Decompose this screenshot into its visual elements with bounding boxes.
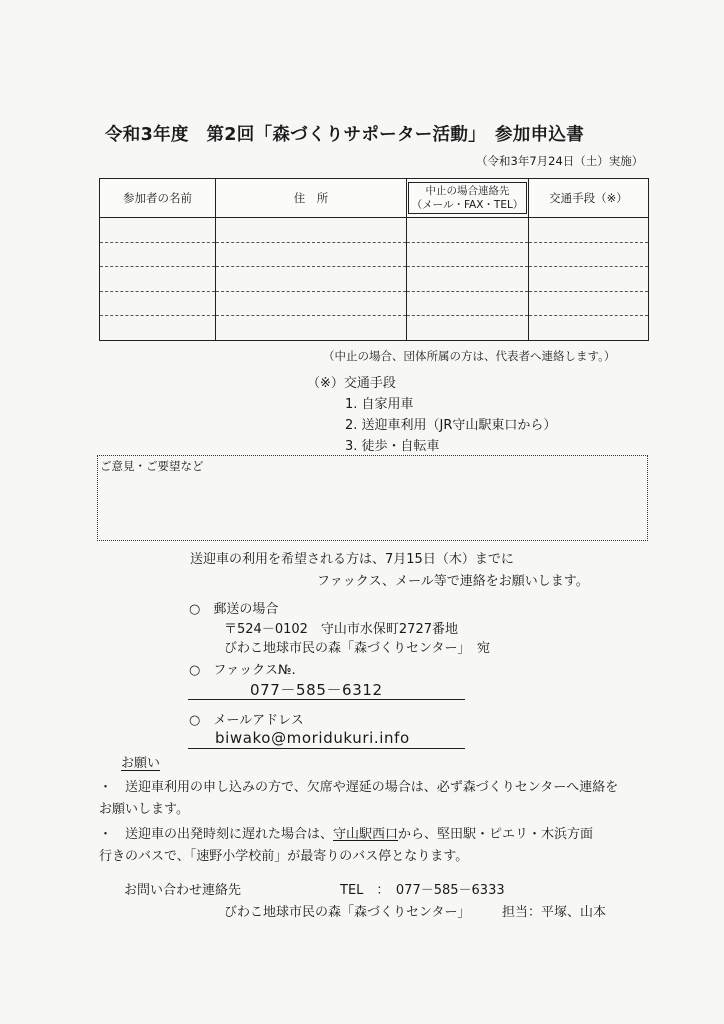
- contact-header-sub: （メール・FAX・TEL）: [411, 199, 524, 211]
- contact-cell[interactable]: [407, 291, 529, 316]
- comments-box[interactable]: [97, 455, 648, 541]
- table-row: [100, 316, 649, 341]
- request-item-2-pre: ・ 送迎車の出発時刻に遅れた場合は、: [99, 827, 334, 842]
- request-item-1-cont: お願いします。: [99, 802, 189, 817]
- inquiry-org: びわこ地球市民の森「森づくりセンター」: [224, 905, 471, 920]
- address-cell[interactable]: [216, 218, 407, 243]
- shuttle-notice-line2: ファックス、メール等で連絡をお願いします。: [317, 574, 589, 589]
- transport-option-1: 1. 自家用車: [345, 397, 414, 412]
- table-row: [100, 291, 649, 316]
- request-item-2-cont: 行きのバスで、「速野小学校前」が最寄りのバス停となります。: [99, 849, 469, 864]
- name-cell[interactable]: [100, 218, 216, 243]
- table-header-row: [100, 179, 649, 218]
- mail-recipient: びわこ地球市民の森「森づくりセンター」 宛: [224, 641, 490, 656]
- contact-cell[interactable]: [407, 242, 529, 267]
- shuttle-notice-line1: 送迎車の利用を希望される方は、7月15日（木）までに: [190, 552, 514, 567]
- email-underline: [188, 748, 465, 749]
- contact-cell[interactable]: [407, 267, 529, 292]
- contact-cell[interactable]: [407, 316, 529, 341]
- name-cell[interactable]: [100, 242, 216, 267]
- address-cell[interactable]: [216, 291, 407, 316]
- fax-heading: ○ ファックス№.: [189, 663, 296, 678]
- header-transport: 交通手段（※）: [529, 179, 649, 218]
- table-note: （中止の場合、団体所属の方は、代表者へ連絡します。）: [323, 349, 616, 363]
- transport-option-3: 3. 徒歩・自転車: [345, 439, 440, 454]
- inquiry-staff: 担当：平塚、山本: [502, 905, 607, 920]
- request-item-2: [99, 823, 593, 842]
- bus-stop-name: 守山駅西口: [333, 827, 399, 842]
- inquiry-tel: TEL ： 077－585－6333: [340, 883, 505, 898]
- table-row: [100, 218, 649, 243]
- address-cell[interactable]: [216, 316, 407, 341]
- transport-cell[interactable]: [529, 218, 649, 243]
- name-cell[interactable]: [100, 291, 216, 316]
- request-item-1: ・ 送迎車利用の申し込みの方で、欠席や遅延の場合は、必ず森づくりセンターへ連絡を: [99, 780, 619, 795]
- name-cell[interactable]: [100, 267, 216, 292]
- fax-number: 077－585－6312: [250, 681, 383, 699]
- address-cell[interactable]: [216, 242, 407, 267]
- transport-cell[interactable]: [529, 267, 649, 292]
- transport-heading: （※）交通手段: [307, 376, 396, 391]
- transport-cell[interactable]: [529, 316, 649, 341]
- email-heading: ○ メールアドレス: [189, 713, 304, 728]
- comments-label: ご意見・ご要望など: [100, 459, 204, 473]
- mail-address: 〒524－0102 守山市水保町2727番地: [224, 622, 458, 637]
- fax-underline: [188, 699, 465, 700]
- transport-option-2: 2. 送迎車利用（JR守山駅東口から）: [345, 418, 557, 433]
- name-cell[interactable]: [100, 316, 216, 341]
- contact-header-label: 中止の場合連絡先: [425, 185, 510, 197]
- header-contact: [407, 179, 529, 218]
- table-row: [100, 267, 649, 292]
- header-name: 参加者の名前: [100, 179, 216, 218]
- inquiry-label: お問い合わせ連絡先: [124, 883, 242, 898]
- request-item-2-post: から、堅田駅・ピエリ・木浜方面: [398, 827, 594, 842]
- form-title: 令和3年度 第2回「森づくりサポーター活動」 参加申込書: [105, 125, 585, 145]
- email-address[interactable]: biwako@moridukuri.info: [215, 729, 410, 747]
- participant-table: [99, 178, 649, 341]
- header-address: 住 所: [216, 179, 407, 218]
- transport-cell[interactable]: [529, 291, 649, 316]
- contact-cell[interactable]: [407, 218, 529, 243]
- requests-heading: お願い: [121, 756, 161, 771]
- address-cell[interactable]: [216, 267, 407, 292]
- contact-header-box: [408, 182, 528, 214]
- table-row: [100, 242, 649, 267]
- transport-cell[interactable]: [529, 242, 649, 267]
- event-date: （令和3年7月24日（土）実施）: [476, 154, 644, 168]
- mail-heading: ○ 郵送の場合: [189, 602, 279, 617]
